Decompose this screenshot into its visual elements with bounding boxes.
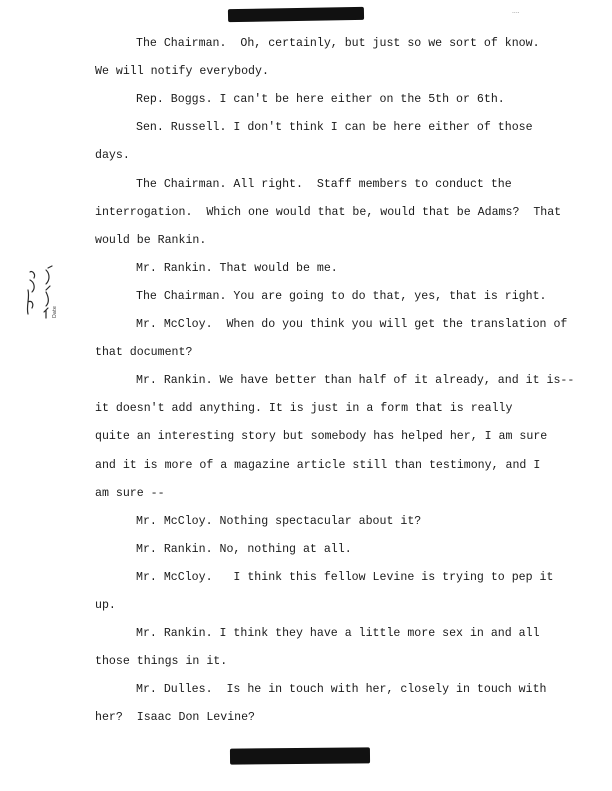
transcript-line: Rep. Boggs. I can't be here either on the 5th or 6th. bbox=[136, 93, 505, 107]
transcript-line: her? Isaac Don Levine? bbox=[95, 711, 256, 725]
corner-mark: .... bbox=[512, 8, 520, 15]
transcript-line: Mr. Rankin. That would be me. bbox=[136, 261, 338, 275]
transcript-line: Mr. McCloy. When do you think you will get the translation of bbox=[136, 318, 568, 331]
transcript-line: days. bbox=[95, 149, 130, 163]
transcript-line: Mr. Dulles. Is he in touch with her, closely in touch with bbox=[136, 683, 547, 697]
redaction-bar-top bbox=[228, 7, 364, 22]
transcript-line: would be Rankin. bbox=[95, 233, 207, 247]
svg-text:Date: Date bbox=[52, 306, 58, 318]
transcript-line: those things in it. bbox=[95, 655, 228, 669]
transcript-line: it doesn't add anything. It is just in a form that is really bbox=[95, 402, 513, 416]
transcript-line: Mr. Rankin. No, nothing at all. bbox=[136, 542, 352, 556]
transcript-line: Mr. Rankin. We have better than half of it already, and it is-- bbox=[136, 374, 575, 388]
transcript-line: quite an interesting story but somebody has helped her, I am sure bbox=[95, 430, 548, 444]
redaction-bar-bottom bbox=[230, 747, 370, 764]
transcript-line: up. bbox=[95, 599, 116, 612]
transcript-line: interrogation. Which one would that be, would that be Adams? That bbox=[95, 205, 562, 219]
transcript-line: The Chairman. You are going to do that, yes, that is right. bbox=[136, 289, 547, 303]
transcript-line: and it is more of a magazine article still than testimony, and I bbox=[95, 458, 541, 472]
transcript-line: that document? bbox=[95, 346, 193, 360]
transcript-line: The Chairman. All right. Staff members to conduct the bbox=[136, 177, 512, 191]
transcript-line: Sen. Russell. I don't think I can be here either of those bbox=[136, 121, 533, 135]
transcript-line: Mr. McCloy. Nothing spectacular about it? bbox=[136, 514, 422, 528]
transcript-line: The Chairman. Oh, certainly, but just so we sort of know. bbox=[136, 37, 540, 50]
stamp-scrawl-icon bbox=[20, 262, 74, 322]
transcript-line: Mr. Rankin. I think they have a little more sex in and all bbox=[136, 627, 540, 641]
transcript-line: am sure -- bbox=[95, 486, 165, 500]
transcript-line: Mr. McCloy. I think this fellow Levine is trying to pep it bbox=[136, 570, 554, 584]
transcript-line: We will notify everybody. bbox=[95, 65, 269, 79]
handwritten-declassification-stamp bbox=[20, 262, 74, 322]
